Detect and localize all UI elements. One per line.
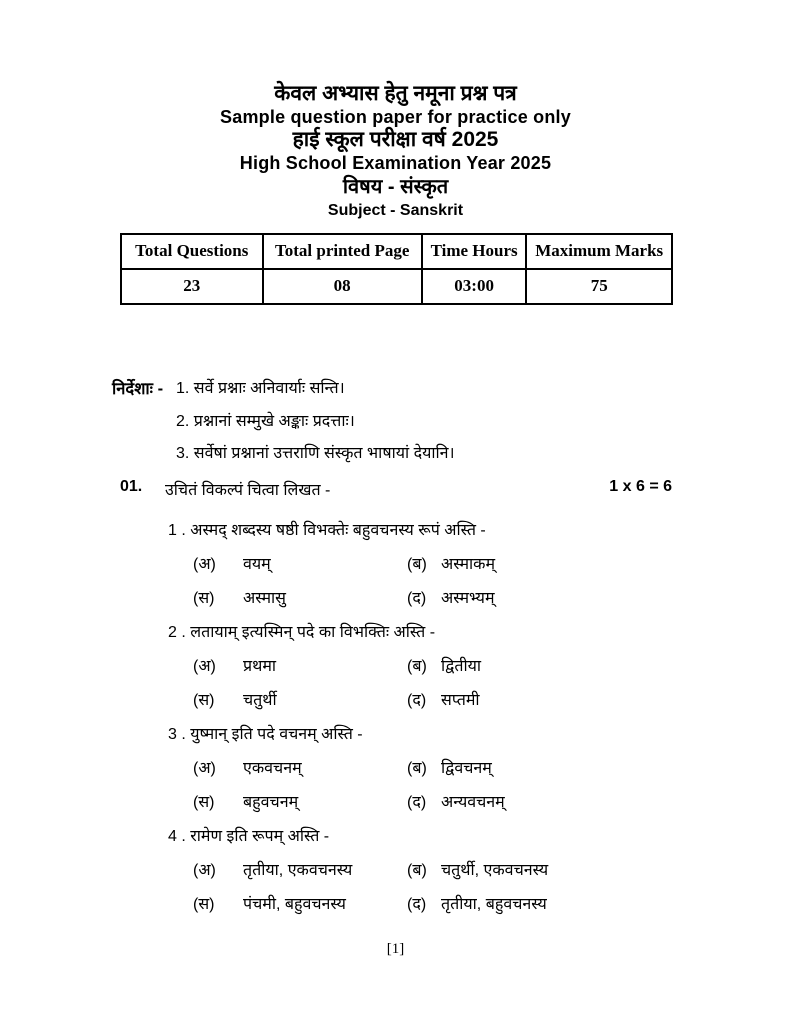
option-b-text: द्विवचनम् bbox=[441, 760, 492, 777]
header-maximum-marks: Maximum Marks bbox=[526, 234, 672, 269]
sub-question-1-options-row bbox=[120, 586, 680, 620]
value-total-questions: 23 bbox=[121, 269, 263, 304]
option-b-text: चतुर्थी, एकवचनस्य bbox=[441, 862, 549, 879]
subject-english: Subject - Sanskrit bbox=[327, 201, 464, 219]
instruction-item: 1. सर्वे प्रश्नाः अनिवार्याः सन्ति। bbox=[176, 380, 345, 397]
option-b-text: द्वितीया bbox=[441, 658, 482, 675]
option-s-text: पंचमी, बहुवचनस्य bbox=[243, 896, 346, 913]
exam-name-hindi: हाई स्कूल परीक्षा वर्ष 2025 bbox=[292, 128, 499, 151]
header-total-printed-page: Total printed Page bbox=[263, 234, 422, 269]
option-b-label: (ब) bbox=[407, 556, 427, 573]
option-s-text: चतुर्थी bbox=[243, 692, 277, 709]
option-a-text: प्रथमा bbox=[243, 658, 277, 675]
option-a-text: वयम् bbox=[243, 556, 271, 573]
option-a-text: तृतीया, एकवचनस्य bbox=[243, 862, 353, 879]
question-text: उचितं विकल्पं चित्वा लिखत - bbox=[165, 482, 331, 499]
header-total-questions: Total Questions bbox=[121, 234, 263, 269]
option-d-label: (द) bbox=[407, 692, 427, 709]
option-s-label: (स) bbox=[193, 896, 215, 913]
sub-question-1-stem: 1 . अस्मद् शब्दस्य षष्ठी विभक्तेः बहुवचनस्य रूपं अस्ति - bbox=[168, 522, 486, 539]
exam-info-table bbox=[120, 233, 673, 305]
option-a-label: (अ) bbox=[193, 862, 216, 879]
table-value-row bbox=[121, 269, 672, 304]
sub-question-3-options-row bbox=[120, 790, 680, 824]
sub-question-1-options-row bbox=[120, 552, 680, 586]
option-s-label: (स) bbox=[193, 590, 215, 607]
instructions-list bbox=[176, 376, 672, 474]
value-total-printed-page: 08 bbox=[263, 269, 422, 304]
option-d-label: (द) bbox=[407, 896, 427, 913]
option-a-label: (अ) bbox=[193, 760, 216, 777]
sub-question-4-stem: 4 . रामेण इति रूपम् अस्ति - bbox=[168, 828, 330, 845]
table-header-row bbox=[121, 234, 672, 269]
sub-question-2-options-row bbox=[120, 688, 680, 722]
title-english: Sample question paper for practice only bbox=[220, 106, 571, 127]
option-d-text: अन्यवचनम् bbox=[441, 794, 505, 811]
sub-question-2-stem: 2 . लतायाम् इत्यस्मिन् पदे का विभक्तिः अस्ति - bbox=[168, 624, 436, 641]
option-b-label: (ब) bbox=[407, 862, 427, 879]
sub-question-4-options-row bbox=[120, 892, 680, 926]
title-hindi: केवल अभ्यास हेतु नमूना प्रश्न पत्र bbox=[274, 82, 517, 105]
option-a-label: (अ) bbox=[193, 556, 216, 573]
exam-name-english: High School Examination Year 2025 bbox=[239, 152, 552, 173]
option-s-label: (स) bbox=[193, 794, 215, 811]
value-time-hours: 03:00 bbox=[422, 269, 527, 304]
option-d-text: अस्मभ्यम् bbox=[441, 590, 495, 607]
value-maximum-marks: 75 bbox=[526, 269, 672, 304]
instruction-item: 2. प्रश्नानां सम्मुखे अङ्काः प्रदत्ताः। bbox=[176, 412, 355, 430]
option-a-text: एकवचनम् bbox=[243, 760, 302, 777]
question-1-section bbox=[120, 478, 680, 926]
sub-question-3-options-row bbox=[120, 756, 680, 790]
question-marks: 1 x 6 = 6 bbox=[609, 478, 672, 495]
option-d-label: (द) bbox=[407, 590, 427, 607]
question-number: 01. bbox=[120, 478, 143, 495]
question-1-header bbox=[120, 478, 680, 518]
option-d-text: तृतीया, बहुवचनस्य bbox=[441, 896, 547, 913]
instructions-section bbox=[112, 376, 672, 474]
sub-question-2-options-row bbox=[120, 654, 680, 688]
option-a-label: (अ) bbox=[193, 658, 216, 675]
option-s-text: अस्मासु bbox=[243, 590, 286, 607]
subject-hindi: विषय - संस्कृत bbox=[342, 176, 449, 198]
instruction-item: 3. सर्वेषां प्रश्नानां उत्तराणि संस्कृत भाषायां देयानि। bbox=[176, 445, 455, 462]
sub-question-4-options-row bbox=[120, 858, 680, 892]
paper-header bbox=[0, 82, 791, 220]
option-b-label: (ब) bbox=[407, 658, 427, 675]
option-s-label: (स) bbox=[193, 692, 215, 709]
option-b-label: (ब) bbox=[407, 760, 427, 777]
option-s-text: बहुवचनम् bbox=[243, 794, 299, 811]
option-d-label: (द) bbox=[407, 794, 427, 811]
option-b-text: अस्माकम् bbox=[441, 556, 496, 573]
page-number: [1] bbox=[386, 941, 405, 957]
instructions-label: निर्देशाः - bbox=[112, 380, 164, 398]
sub-question-3-stem: 3 . युष्मान् इति पदे वचनम् अस्ति - bbox=[168, 726, 363, 743]
header-time-hours: Time Hours bbox=[422, 234, 527, 269]
option-d-text: सप्तमी bbox=[441, 692, 480, 709]
